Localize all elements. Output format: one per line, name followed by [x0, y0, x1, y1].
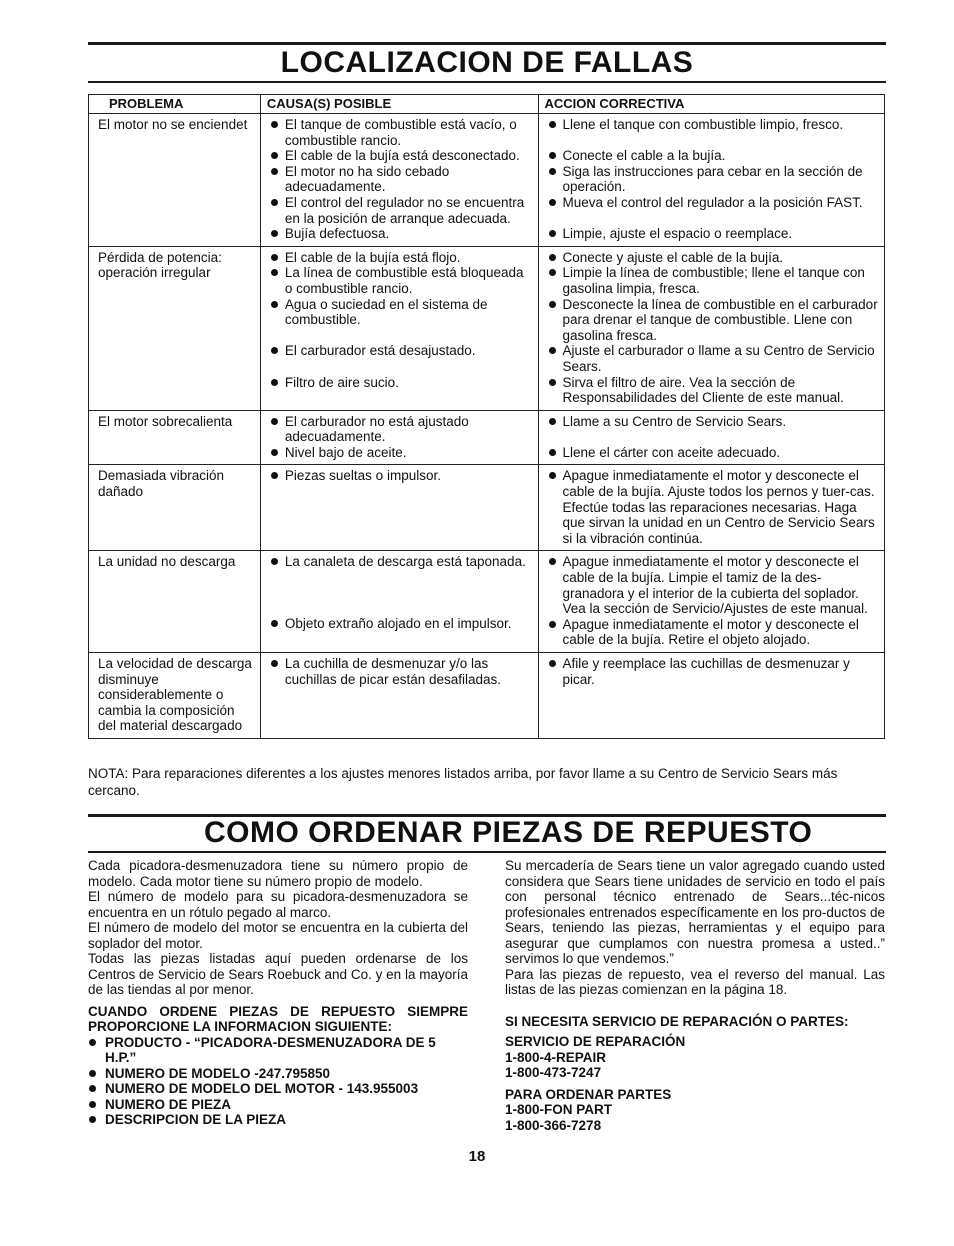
- causes-cell: [260, 551, 538, 653]
- table-row: [89, 653, 885, 739]
- column-header-problem: PROBLEMA: [89, 95, 261, 114]
- body-paragraph: Para las piezas de repuesto, vea el reverso del manual. Las listas de las piezas comienzan en la página 18.: [505, 966, 885, 997]
- service-heading: SI NECESITA SERVICIO DE REPARACIÓN O PARTES:: [505, 1013, 849, 1029]
- order-info-item: NUMERO DE MODELO -247.795850: [88, 1066, 468, 1082]
- action-item: Llene el tanque con combustible limpio, fresco.: [548, 117, 879, 133]
- troubleshooting-table: [88, 94, 885, 739]
- body-paragraph: Todas las piezas listadas aquí pueden ordenarse de los Centros de Servicio de Sears Roebuck and Co. y en la mayoría de las tiendas al por menor.: [88, 951, 468, 997]
- causes-list: [270, 554, 532, 631]
- problem-cell: El motor sobrecalienta: [89, 410, 261, 465]
- table-header-row: [89, 95, 885, 114]
- action-item: Apague inmediatamente el motor y desconecte el cable de la bujía. Ajuste todos los pernos y tuer-cas. Efectúe todas las reparaciones necesarias. Haga que sirvan la unidad en un Centro de Servicio Sears si la vibración continúa.: [548, 468, 879, 546]
- repair-phone-number: 1-800-473-7247: [505, 1065, 602, 1080]
- action-cell: [538, 410, 885, 465]
- action-item: Conecte el cable a la bujía.: [548, 148, 879, 164]
- cause-item: Piezas sueltas o impulsor.: [270, 468, 532, 484]
- parts-title: PARA ORDENAR PARTES: [505, 1086, 672, 1102]
- action-item: Afile y reemplace las cuchillas de desmenuzar y picar.: [548, 656, 879, 687]
- cause-item: Filtro de aire sucio.: [270, 375, 532, 391]
- cause-item: La canaleta de descarga está taponada.: [270, 554, 532, 570]
- causes-list: [270, 656, 532, 687]
- causes-list: [270, 250, 532, 390]
- left-paragraphs: [88, 858, 468, 998]
- cause-item: La línea de combustible está bloqueada o combustible rancio.: [270, 265, 532, 296]
- cause-item: La cuchilla de desmenuzar y/o las cuchillas de picar están desafiladas.: [270, 656, 532, 687]
- cause-item: El carburador está desajustado.: [270, 343, 532, 359]
- action-cell: [538, 114, 885, 247]
- action-item: Siga las instrucciones para cebar en la sección de operación.: [548, 164, 879, 195]
- causes-cell: [260, 465, 538, 551]
- action-item: Llame a su Centro de Servicio Sears.: [548, 414, 879, 430]
- cause-item: El tanque de combustible está vacío, o combustible rancio.: [270, 117, 532, 148]
- actions-list: [548, 250, 879, 406]
- problem-cell: La velocidad de descarga disminuye considerablemente o cambia la composición del material descargado: [89, 653, 261, 739]
- action-cell: [538, 653, 885, 739]
- cause-item: El motor no ha sido cebado adecuadamente.: [270, 164, 532, 195]
- left-column: [88, 858, 468, 1128]
- causes-list: [270, 414, 532, 461]
- actions-list: [548, 414, 879, 461]
- action-item: Limpie la línea de combustible; llene el tanque con gasolina limpia, fresca.: [548, 265, 879, 296]
- table-row: [89, 551, 885, 653]
- table-row: [89, 465, 885, 551]
- table-row: [89, 114, 885, 247]
- section-title-parts: COMO ORDENAR PIEZAS DE REPUESTO: [204, 816, 813, 849]
- action-item: Conecte y ajuste el cable de la bujía.: [548, 250, 879, 266]
- order-info-item: NUMERO DE PIEZA: [88, 1097, 468, 1113]
- body-paragraph: El número de modelo del motor se encuentra en la cubierta del soplador del motor.: [88, 920, 468, 951]
- problem-cell: Pérdida de potencia: operación irregular: [89, 246, 261, 410]
- actions-list: [548, 468, 879, 546]
- causes-list: [270, 117, 532, 242]
- cause-item: El cable de la bujía está desconectado.: [270, 148, 532, 164]
- page-number: 18: [468, 1148, 486, 1165]
- actions-list: [548, 117, 879, 242]
- causes-cell: [260, 653, 538, 739]
- causes-cell: [260, 114, 538, 247]
- title-underline: [88, 81, 886, 83]
- cause-item: Objeto extraño alojado en el impulsor.: [270, 616, 532, 632]
- action-item: Apague inmediatamente el motor y desconecte el cable de la bujía. Retire el objeto alojado.: [548, 617, 879, 648]
- causes-list: [270, 468, 532, 484]
- action-item: Apague inmediatamente el motor y desconecte el cable de la bujía. Limpie el tamiz de la des-granadora y el interior de la cubierta del soplador. Vea la sección de Servicio/Ajustes de este manual.: [548, 554, 879, 616]
- parts-phone-word: 1-800-FON PART: [505, 1102, 613, 1117]
- body-paragraph: Cada picadora-desmenuzadora tiene su número propio de modelo. Cada motor tiene su número propio de modelo.: [88, 858, 468, 889]
- causes-cell: [260, 246, 538, 410]
- right-paragraphs: [505, 858, 885, 998]
- action-item: Llene el cárter con aceite adecuado.: [548, 445, 879, 461]
- actions-list: [548, 554, 879, 648]
- action-cell: [538, 246, 885, 410]
- order-info-item: DESCRIPCION DE LA PIEZA: [88, 1112, 468, 1128]
- table-row: [89, 246, 885, 410]
- action-cell: [538, 465, 885, 551]
- action-item: Ajuste el carburador o llame a su Centro de Servicio Sears.: [548, 343, 879, 374]
- action-item: Limpie, ajuste el espacio o reemplace.: [548, 226, 879, 242]
- action-item: Mueva el control del regulador a la posición FAST.: [548, 195, 879, 211]
- order-info-item: NUMERO DE MODELO DEL MOTOR - 143.955003: [88, 1081, 468, 1097]
- causes-cell: [260, 410, 538, 465]
- action-item: Desconecte la línea de combustible en el carburador para drenar el tanque de combustible. Llene con gasolina fresca.: [548, 297, 879, 344]
- top-rule: [88, 42, 886, 45]
- note-text: NOTA: Para reparaciones diferentes a los ajustes menores listados arriba, por favor llame a su Centro de Servicio Sears más cercano.: [88, 766, 838, 798]
- cause-item: El control del regulador no se encuentra en la posición de arranque adecuada.: [270, 195, 532, 226]
- order-info-heading: CUANDO ORDENE PIEZAS DE REPUESTO SIEMPRE PROPORCIONE LA INFORMACION SIGUIENTE:: [88, 1003, 468, 1034]
- cause-item: El carburador no está ajustado adecuadamente.: [270, 414, 532, 445]
- table-row: [89, 410, 885, 465]
- column-header-causes: CAUSA(S) POSIBLE: [260, 95, 538, 114]
- parts-phone-number: 1-800-366-7278: [505, 1117, 602, 1133]
- cause-item: Nivel bajo de aceite.: [270, 445, 532, 461]
- order-info-list: [88, 1035, 468, 1128]
- body-paragraph: Su mercadería de Sears tiene un valor agregado cuando usted considera que Sears tiene unidades de servicio en todo el país con personal técnico entrenado de Sears...téc-nicos profesionales entrenados específicamente en los pro-ductos de Sears, teniendo las piezas, herramientas y el equipo para asegurar que cumplamos con nuestra promesa a usted..” servimos lo que vendemos.”: [505, 858, 885, 966]
- order-info-item: PRODUCTO - “PICADORA-DESMENUZADORA DE 5 H.P.”: [88, 1035, 468, 1066]
- repair-title: SERVICIO DE REPARACIÓN: [505, 1034, 686, 1049]
- right-column: [505, 858, 885, 1133]
- problem-cell: La unidad no descarga: [89, 551, 261, 653]
- column-header-action: ACCION CORRECTIVA: [538, 95, 885, 114]
- cause-item: El cable de la bujía está flojo.: [270, 250, 532, 266]
- table-body: [89, 114, 885, 739]
- action-item: Sirva el filtro de aire. Vea la sección de Responsabilidades del Cliente de este manual.: [548, 375, 879, 406]
- repair-phone-word: 1-800-4-REPAIR: [505, 1049, 607, 1065]
- problem-cell: El motor no se enciendet: [89, 114, 261, 247]
- cause-item: Bujía defectuosa.: [270, 226, 532, 242]
- actions-list: [548, 656, 879, 687]
- action-cell: [538, 551, 885, 653]
- section2-underline: [88, 851, 886, 853]
- body-paragraph: El número de modelo para su picadora-desmenuzadora se encuentra en un rótulo pegado al marco.: [88, 889, 468, 920]
- section-title-troubleshooting: LOCALIZACION DE FALLAS: [280, 46, 694, 79]
- cause-item: Agua o suciedad en el sistema de combustible.: [270, 297, 532, 328]
- problem-cell: Demasiada vibración dañado: [89, 465, 261, 551]
